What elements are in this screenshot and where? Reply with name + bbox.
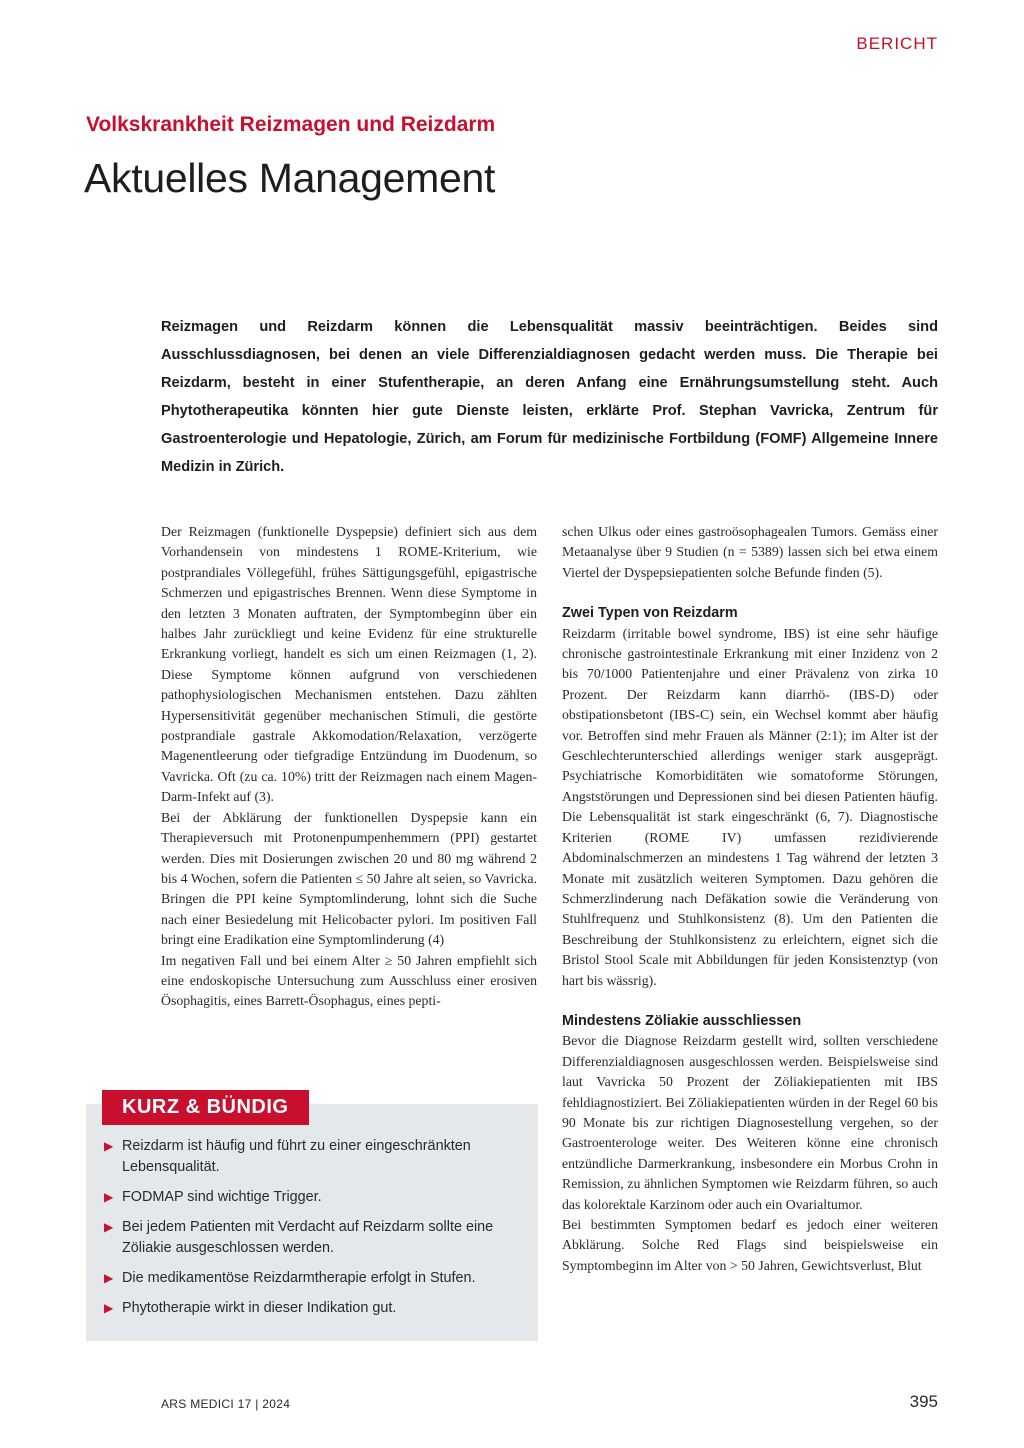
triangle-right-icon: ▶ — [104, 1271, 114, 1285]
summary-item-text: Die medikamentöse Reizdarmtherapie erfolgt in Stufen. — [122, 1270, 476, 1286]
summary-list — [104, 1136, 524, 1328]
left-column — [161, 522, 537, 1012]
triangle-right-icon: ▶ — [104, 1301, 114, 1315]
body-paragraph: Bei bestimmten Symptomen bedarf es jedoch einer weiteren Abklärung. Solche Red Flags sind beispielsweise ein Symptombeginn im Alter von > 50 Jahren, Gewichtsverlust, Blut — [562, 1217, 938, 1273]
body-paragraph: Bevor die Diagnose Reizdarm gestellt wird, sollten verschiedene Differenzialdiagnosen ausgeschlossen werden. Beispielsweise sind laut Vavricka 50 Prozent der Zöliakiepatienten mit IBS fehldiagnostiziert. Bei Zöliakiepatienten würden in der Regel 60 bis 90 Monate bis zur richtigen Diagnosestellung vergehen, so der Gastroenterologe weiter. Des Weiteren könne eine chronisch entzündliche Darmerkrankung, insbesondere ein Morbus Crohn in Remission, zu ähnlichen Symptomen wie Reizdarm führen, so auch das kolorektale Karzinom oder auch ein Ovarialtumor. — [562, 1033, 938, 1212]
body-paragraph: schen Ulkus oder eines gastroösophagealen Tumors. Gemäss einer Metaanalyse über 9 Studien (n = 5389) lassen sich bei etwa einem Viertel der Dyspepsiepatienten solche Befunde finden (5). — [562, 524, 938, 580]
summary-item — [104, 1268, 524, 1289]
subheading: Mindestens Zöliakie ausschliessen — [562, 1012, 802, 1029]
triangle-right-icon: ▶ — [104, 1220, 114, 1234]
summary-item — [104, 1187, 524, 1208]
summary-box-title: KURZ & BÜNDIG — [102, 1090, 309, 1125]
subheading: Zwei Typen von Reizdarm — [562, 605, 738, 622]
summary-item — [104, 1217, 524, 1259]
article-kicker: Volkskrankheit Reizmagen und Reizdarm — [86, 113, 496, 136]
body-paragraph: Reizdarm (irritable bowel syndrome, IBS) ist eine sehr häufige chronische gastrointestinale Erkrankung mit einer Inzidenz von 2 bis 70/1000 Patientenjahre und einer Prävalenz von zirka 10 Prozent. Der Reizdarm kann diarrhö- (IBS-D) oder obstipationsbetont (IBS-C) sein, ein Wechsel kommt aber häufig vor. Betroffen sind mehr Frauen als Männer (2:1); im Alter ist der Geschlechterunterschied allerdings weniger stark ausgeprägt. Psychiatrische Komorbiditäten wie somatoforme Störungen, Angststörungen und Depressionen sind bei diesen Patienten häufig. Die Lebensqualität ist stark eingeschränkt (6, 7). Diagnostische Kriterien (ROME IV) umfassen rezidivierende Abdominalschmerzen an mindestens 1 Tag während der letzten 3 Monate mit zusätzlich weiteren Symptomen. Dazu gehören die Schmerzlinderung nach Defäkation sowie die Veränderung von Stuhlfrequenz und Stuhlkonsistenz (8). Um den Patienten die Beschreibung der Stuhlkonsistenz zu erleichtern, eignet sich die Bristol Stool Scale mit Abbildungen für jeden Konsistenztyp (von hart bis wässrig). — [562, 625, 938, 988]
summary-item-text: FODMAP sind wichtige Trigger. — [122, 1189, 322, 1205]
triangle-right-icon: ▶ — [104, 1190, 114, 1204]
section-label: BERICHT — [856, 34, 938, 53]
triangle-right-icon: ▶ — [104, 1139, 114, 1153]
body-paragraph: Der Reizmagen (funktionelle Dyspepsie) definiert sich aus dem Vorhandensein von mindestens 1 ROME-Kriterium, wie postprandiales Völlegefühl, frühes Sättigungsgefühl, epigastrische Schmerzen und epigastrisches Brennen. Wenn diese Symptome in den letzten 3 Monaten auftraten, der Symptombeginn über ein halbes Jahr zurückliegt und keine Evidenz für eine strukturelle Erkrankung vorliegt, handelt es sich um einen Reizmagen (1, 2). Diese Symptome können aufgrund von verschiedenen pathophysiologischen Mechanismen entstehen. Dazu zählten Hypersensitivität gegenüber mechanischen Stimuli, die gestörte postprandiale gastrale Akkomodation/Relaxation, verzögerte Magenentleerung oder tiefgradige Entzündung im Duodenum, so Vavricka. Oft (zu ca. 10%) tritt der Reizmagen nach einem Magen-Darm-Infekt auf (3). — [161, 524, 537, 805]
summary-item — [104, 1136, 524, 1178]
page-number: 395 — [909, 1392, 938, 1411]
footer-journal: ARS MEDICI 17 | 2024 — [161, 1397, 291, 1411]
article-lead: Reizmagen und Reizdarm können die Lebensqualität massiv beeinträchtigen. Beides sind Ausschlussdiagnosen, bei denen an viele Differenzialdiagnosen gedacht werden muss. Die Therapie bei Reizdarm, besteht in einer Stufentherapie, an deren Anfang eine Ernährungsumstellung steht. Auch Phytotherapeutika könnten hier gute Dienste leisten, erklärte Prof. Stephan Vavricka, Zentrum für Gastroenterologie und Hepatologie, Zürich, am Forum für medizinische Fortbildung (FOMF) Allgemeine Innere Medizin in Zürich. — [161, 319, 938, 475]
body-paragraph: Bei der Abklärung der funktionellen Dyspepsie kann ein Therapieversuch mit Protonenpumpenhemmern (PPI) gestartet werden. Dies mit Dosierungen zwischen 20 und 80 mg während 2 bis 4 Wochen, sofern die Patienten ≤ 50 Jahre alt seien, so Vavricka. Bringen die PPI keine Symptomlinderung, lohnt sich die Suche nach einer Besiedelung mit Helicobacter pylori. Im positiven Fall bringt eine Eradikation eine Symptomlinderung (4) — [161, 809, 537, 948]
body-paragraph: Im negativen Fall und bei einem Alter ≥ 50 Jahren empfiehlt sich eine endoskopische Untersuchung zum Ausschluss einer erosiven Ösophagitis, eines Barrett-Ösophagus, eines pepti- — [161, 952, 537, 1009]
article-title: Aktuelles Management — [84, 155, 496, 201]
right-column — [562, 522, 938, 1276]
summary-item-text: Bei jedem Patienten mit Verdacht auf Reizdarm sollte eine Zöliakie ausgeschlossen werden. — [122, 1219, 494, 1256]
summary-item-text: Phytotherapie wirkt in dieser Indikation gut. — [122, 1300, 397, 1316]
summary-item-text: Reizdarm ist häufig und führt zu einer eingeschränkten Lebensqualität. — [122, 1138, 471, 1175]
summary-item — [104, 1298, 524, 1319]
